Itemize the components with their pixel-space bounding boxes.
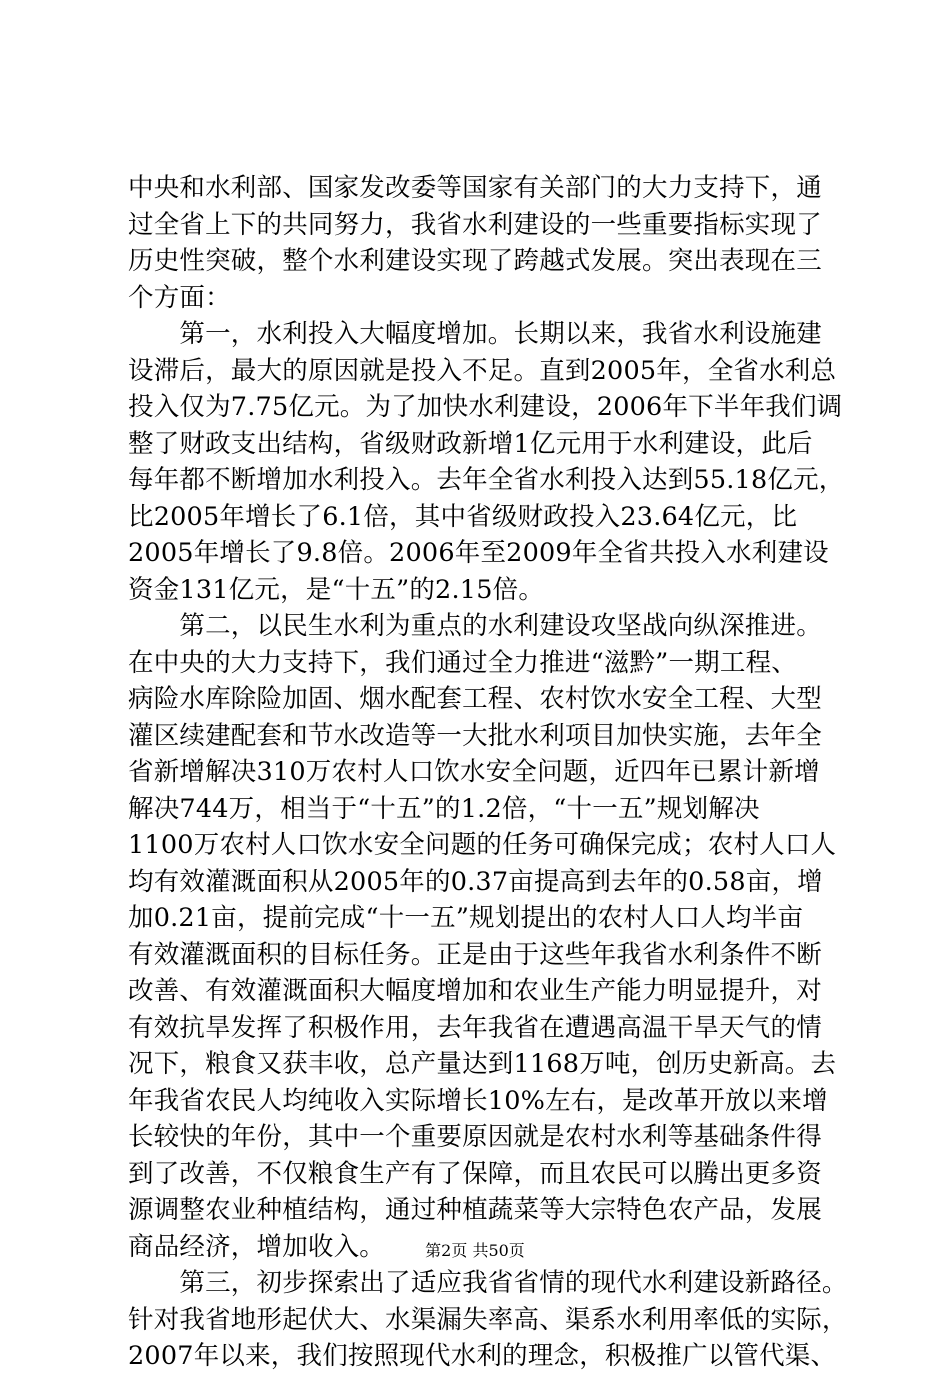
- text-line: 设滞后，最大的原因就是投入不足。直到2005年，全省水利总: [128, 355, 837, 386]
- text-line: 在中央的大力支持下，我们通过全力推进“滋黔”一期工程、: [128, 647, 797, 678]
- text-line: 个方面：: [128, 282, 231, 313]
- text-line: 资金131亿元，是“十五”的2.15倍。: [128, 574, 545, 605]
- text-line: 有效抗旱发挥了积极作用，去年我省在遭遇高温干旱天气的情: [128, 1012, 822, 1043]
- text-line: 投入仅为7.75亿元。为了加快水利建设，2006年下半年我们调: [128, 392, 843, 422]
- text-line: 每年都不断增加水利投入。去年全省水利投入达到55.18亿元，: [128, 465, 845, 495]
- text-line: 改善、有效灌溉面积大幅度增加和农业生产能力明显提升，对: [128, 976, 822, 1006]
- text-line: 均有效灌溉面积从2005年的0.37亩提高到去年的0.58亩，增: [128, 866, 823, 897]
- page-number-footer: 第2页 共50页: [425, 1241, 525, 1260]
- text-line: 第一，水利投入大幅度增加。长期以来，我省水利设施建: [128, 319, 822, 349]
- text-line: 第二，以民生水利为重点的水利建设攻坚战向纵深推进。: [128, 611, 822, 641]
- text-line: 年我省农民人均纯收入实际增长10%左右，是改革开放以来增: [128, 1085, 828, 1116]
- text-line: 过全省上下的共同努力，我省水利建设的一些重要指标实现了: [128, 209, 822, 240]
- text-line: 1100万农村人口饮水安全问题的任务可确保完成；农村人口人: [128, 830, 837, 860]
- text-line: 第三，初步探索出了适应我省省情的现代水利建设新路径。: [128, 1268, 848, 1298]
- document-body: [128, 170, 848, 1375]
- text-line: 整了财政支出结构，省级财政新增1亿元用于水利建设，此后: [128, 428, 813, 459]
- text-line: 商品经济，增加收入。: [128, 1231, 386, 1262]
- text-line: 比2005年增长了6.1倍，其中省级财政投入23.64亿元，比: [128, 501, 798, 532]
- text-line: 有效灌溉面积的目标任务。正是由于这些年我省水利条件不断: [128, 939, 822, 970]
- text-line: 况下，粮食又获丰收，总产量达到1168万吨，创历史新高。去: [128, 1049, 837, 1079]
- text-line: 解决744万，相当于“十五”的1.2倍，“十一五”规划解决: [128, 793, 760, 824]
- text-line: 源调整农业种植结构，通过种植蔬菜等大宗特色农产品，发展: [128, 1195, 822, 1225]
- text-line: 针对我省地形起伏大、水渠漏失率高、渠系水利用率低的实际，: [128, 1304, 848, 1335]
- text-line: 中央和水利部、国家发改委等国家有关部门的大力支持下，通: [128, 173, 822, 203]
- text-line: 到了改善，不仅粮食生产有了保障，而且农民可以腾出更多资: [128, 1158, 822, 1189]
- text-line: 2005年增长了9.8倍。2006年至2009年全省共投入水利建设: [128, 538, 829, 568]
- text-line: 省新增解决310万农村人口饮水安全问题，近四年已累计新增: [128, 757, 820, 787]
- text-line: 长较快的年份，其中一个重要原因就是农村水利等基础条件得: [128, 1122, 822, 1152]
- text-line: 2007年以来，我们按照现代水利的理念，积极推广以管代渠、: [128, 1341, 837, 1371]
- text-line: 灌区续建配套和节水改造等一大批水利项目加快实施，去年全: [128, 720, 822, 751]
- text-line: 历史性突破，整个水利建设实现了跨越式发展。突出表现在三: [128, 246, 822, 276]
- text-line: 病险水库除险加固、烟水配套工程、农村饮水安全工程、大型: [128, 684, 822, 714]
- text-line: 加0.21亩，提前完成“十一五”规划提出的农村人口人均半亩: [128, 903, 804, 933]
